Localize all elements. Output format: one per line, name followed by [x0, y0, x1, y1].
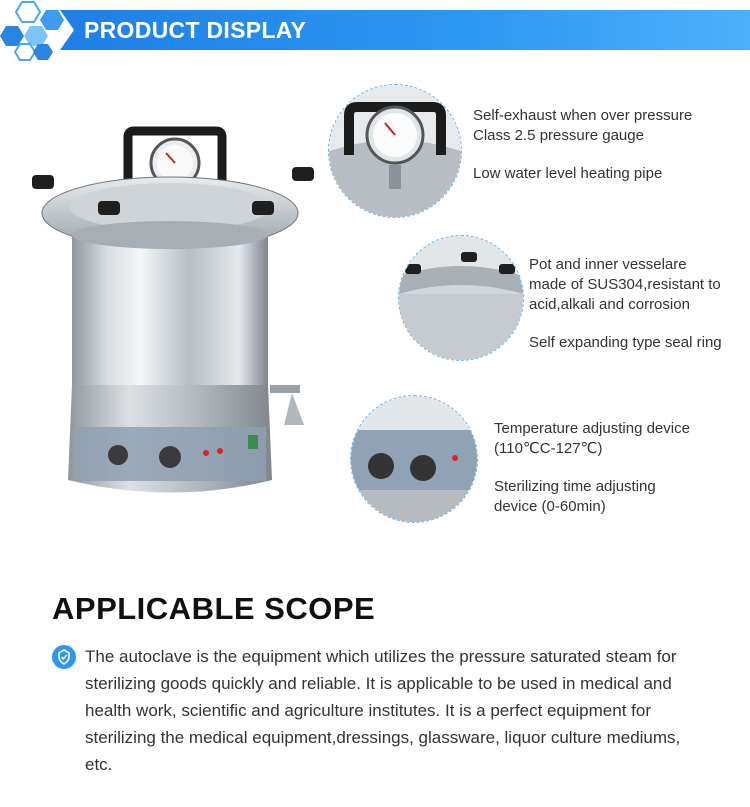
- detail-line: Class 2.5 pressure gauge: [473, 127, 644, 144]
- autoclave-product-image: [20, 95, 320, 535]
- detail-line: Low water level heating pipe: [473, 165, 663, 182]
- detail-line: Temperature adjusting device: [494, 420, 690, 437]
- detail-control-panel-image: [350, 395, 478, 523]
- detail-lid-image: [398, 235, 524, 361]
- detail-line: Self expanding type seal ring: [529, 334, 722, 351]
- detail-gauge-description: [473, 106, 692, 184]
- detail-control-description: [494, 419, 690, 517]
- detail-lid-description: [529, 255, 722, 353]
- detail-line: acid,alkali and corrosion: [529, 296, 690, 313]
- detail-line: device (0-60min): [494, 498, 606, 515]
- header-banner: [0, 0, 750, 62]
- hexagon-logo-icon: [0, 0, 70, 62]
- detail-line: (110℃C-127℃): [494, 440, 603, 457]
- detail-line: Pot and inner vesselare: [529, 256, 687, 273]
- detail-gauge-image: [328, 84, 462, 218]
- page-title: PRODUCT DISPLAY: [84, 17, 307, 43]
- detail-line: made of SUS304,resistant to: [529, 276, 721, 293]
- detail-line: Sterilizing time adjusting: [494, 478, 656, 495]
- scope-paragraph: The autoclave is the equipment which utilizes the pressure saturated steam for sterilizing goods quickly and reliable. It is applicable to be used in medical and health work, scientific and agriculture institutes. It is a perfect equipment for sterilizing the medical equipment,dressings, glassware, liquor culture mediums, etc.: [85, 647, 681, 774]
- detail-line: Self-exhaust when over pressure: [473, 107, 693, 124]
- scope-badge-icon: [52, 645, 76, 669]
- scope-heading: APPLICABLE SCOPE: [52, 591, 376, 626]
